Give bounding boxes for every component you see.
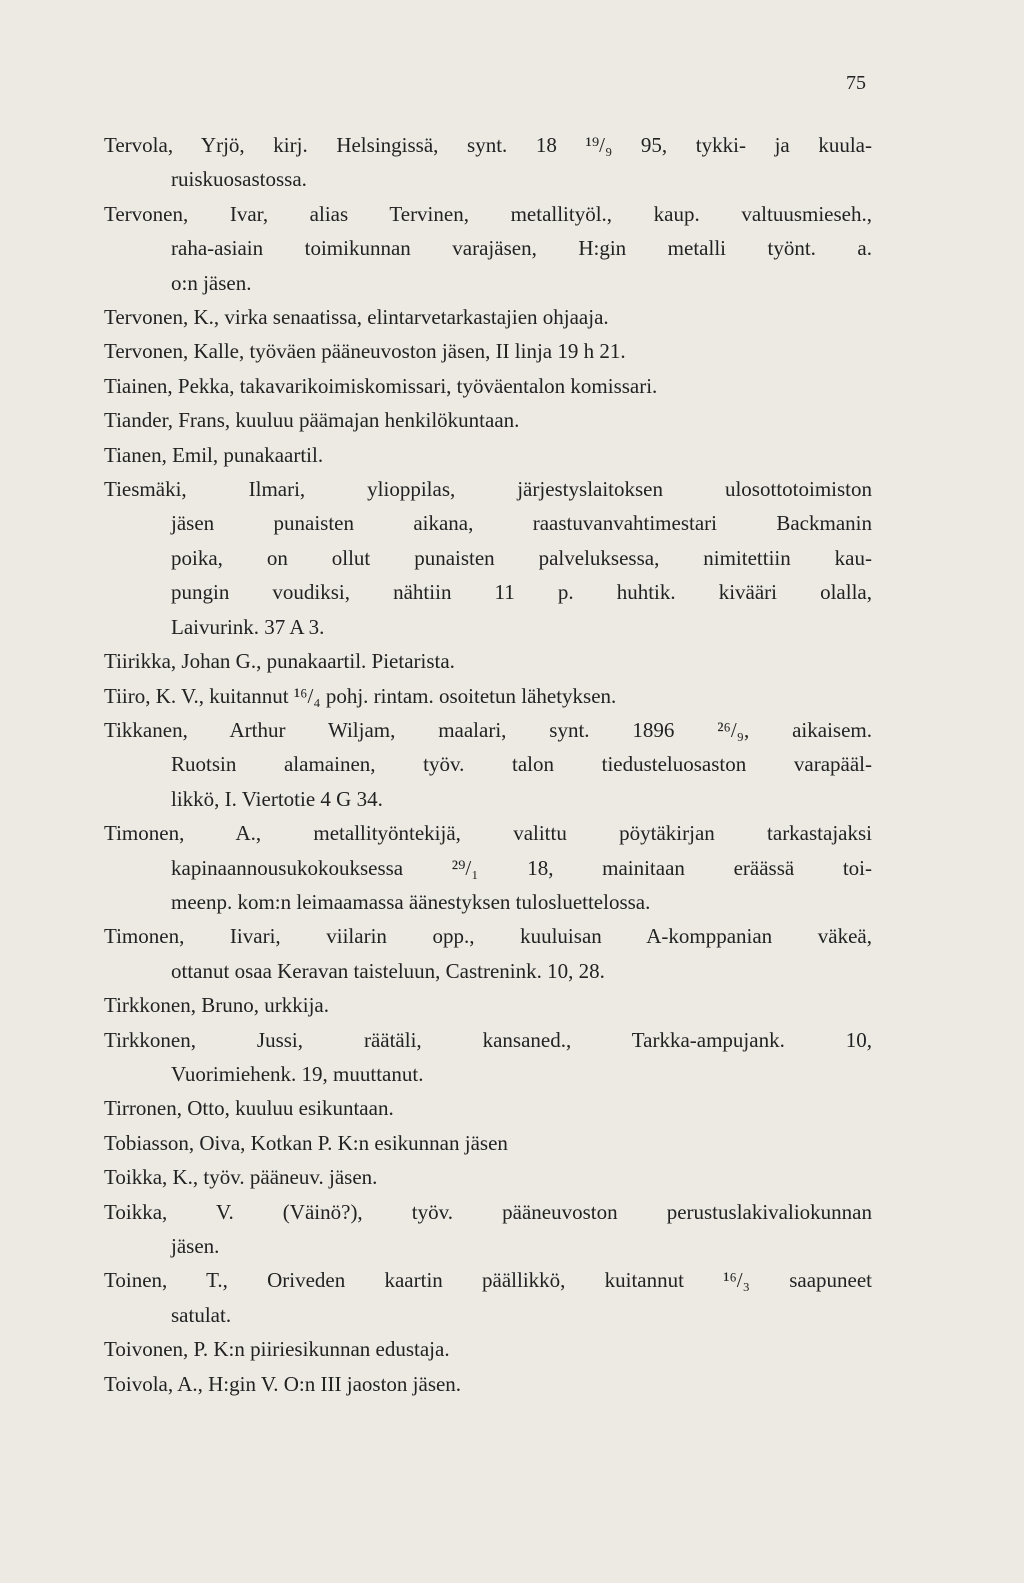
entry-list	[104, 128, 872, 1401]
index-entry	[104, 1160, 872, 1194]
entry-first-line: Timonen, A., metallityöntekijä, valittu pöytäkirjan tarkastajaksi	[104, 821, 872, 846]
entry-continuation-line: Ruotsin alamainen, työv. talon tiedusteluosaston varapääl-	[171, 752, 872, 777]
index-entry	[104, 679, 872, 713]
index-entry	[104, 334, 872, 368]
index-entry	[104, 988, 872, 1022]
entry-continuation-line: Laivurink. 37 A 3.	[171, 614, 325, 639]
entry-first-line: Tiainen, Pekka, takavarikoimiskomissari, työväentalon komissari.	[104, 373, 658, 398]
entry-first-line: Tiiro, K. V., kuitannut ¹⁶/₄ pohj. rintam. osoitetun lähetyksen.	[104, 683, 617, 708]
entry-first-line: Tianen, Emil, punakaartil.	[104, 442, 324, 467]
entry-continuation-line: ottanut osaa Keravan taisteluun, Castrenink. 10, 28.	[171, 958, 605, 983]
entry-first-line: Toivola, A., H:gin V. O:n III jaoston jäsen.	[104, 1371, 462, 1396]
entry-first-line: Tiander, Frans, kuuluu päämajan henkilökuntaan.	[104, 408, 520, 433]
index-entry	[104, 369, 872, 403]
entry-first-line: Tirkkonen, Jussi, räätäli, kansaned., Tarkka-ampujank. 10,	[104, 1027, 872, 1052]
entry-first-line: Tirronen, Otto, kuuluu esikuntaan.	[104, 1096, 394, 1121]
entry-first-line: Toikka, K., työv. pääneuv. jäsen.	[104, 1165, 378, 1190]
entry-first-line: Toikka, V. (Väinö?), työv. pääneuvoston perustuslakivaliokunnan	[104, 1199, 872, 1224]
entry-continuation-line: Vuorimiehenk. 19, muuttanut.	[171, 1061, 424, 1086]
index-entry	[104, 1367, 872, 1401]
entry-first-line: Tervola, Yrjö, kirj. Helsingissä, synt. 18 ¹⁹/₉ 95, tykki- ja kuula-	[104, 133, 872, 157]
index-entry	[104, 197, 872, 300]
entry-first-line: Tervonen, Kalle, työväen pääneuvoston jäsen, II linja 19 h 21.	[104, 339, 626, 364]
entry-first-line: Timonen, Iivari, viilarin opp., kuuluisan A-komppanian väkeä,	[104, 924, 872, 949]
entry-continuation-line: o:n jäsen.	[171, 270, 252, 295]
entry-first-line: Tirkkonen, Bruno, urkkija.	[104, 993, 329, 1018]
entry-continuation-line: raha-asiain toimikunnan varajäsen, H:gin metalli työnt. a.	[171, 236, 872, 261]
entry-continuation-line: poika, on ollut punaisten palveluksessa, nimitettiin kau-	[171, 545, 872, 570]
index-entry	[104, 403, 872, 437]
entry-first-line: Tervonen, K., virka senaatissa, elintarvetarkastajien ohjaaja.	[104, 305, 609, 330]
index-entry	[104, 644, 872, 678]
index-entry	[104, 1091, 872, 1125]
entry-first-line: Toinen, T., Oriveden kaartin päällikkö, kuitannut ¹⁶/₃ saapuneet	[104, 1268, 872, 1293]
entry-continuation-line: jäsen punaisten aikana, raastuvanvahtimestari Backmanin	[171, 511, 872, 536]
entry-continuation-line: kapinaannousukokouksessa ²⁹/₁ 18, mainitaan eräässä toi-	[171, 855, 872, 880]
index-entry	[104, 816, 872, 919]
entry-continuation-line: meenp. kom:n leimaamassa äänestyksen tulosluettelossa.	[171, 889, 651, 914]
index-entry	[104, 1126, 872, 1160]
entry-first-line: Tiirikka, Johan G., punakaartil. Pietarista.	[104, 649, 455, 674]
index-entry	[104, 1263, 872, 1332]
entry-continuation-line: likkö, I. Viertotie 4 G 34.	[171, 786, 383, 811]
entry-continuation-line: satulat.	[171, 1302, 232, 1327]
entry-first-line: Toivonen, P. K:n piiriesikunnan edustaja.	[104, 1337, 450, 1362]
entry-first-line: Tiesmäki, Ilmari, ylioppilas, järjestyslaitoksen ulosottotoimiston	[104, 477, 872, 502]
index-entry	[104, 1023, 872, 1092]
index-entry	[104, 128, 872, 197]
index-entry	[104, 1195, 872, 1264]
entry-first-line: Tervonen, Ivar, alias Tervinen, metallityöl., kaup. valtuusmieseh.,	[104, 201, 872, 226]
index-entry	[104, 919, 872, 988]
entry-continuation-line: ruiskuosastossa.	[171, 167, 307, 192]
page-number: 75	[846, 72, 866, 94]
index-entry	[104, 713, 872, 816]
index-entry	[104, 1332, 872, 1366]
index-entry	[104, 472, 872, 644]
index-entry	[104, 300, 872, 334]
entry-first-line: Tobiasson, Oiva, Kotkan P. K:n esikunnan jäsen	[104, 1130, 508, 1155]
entry-continuation-line: jäsen.	[171, 1234, 220, 1258]
entry-continuation-line: pungin voudiksi, nähtiin 11 p. huhtik. kivääri olalla,	[171, 580, 872, 605]
index-entry	[104, 438, 872, 472]
entry-first-line: Tikkanen, Arthur Wiljam, maalari, synt. 1896 ²⁶/₉, aikaisem.	[104, 717, 872, 742]
